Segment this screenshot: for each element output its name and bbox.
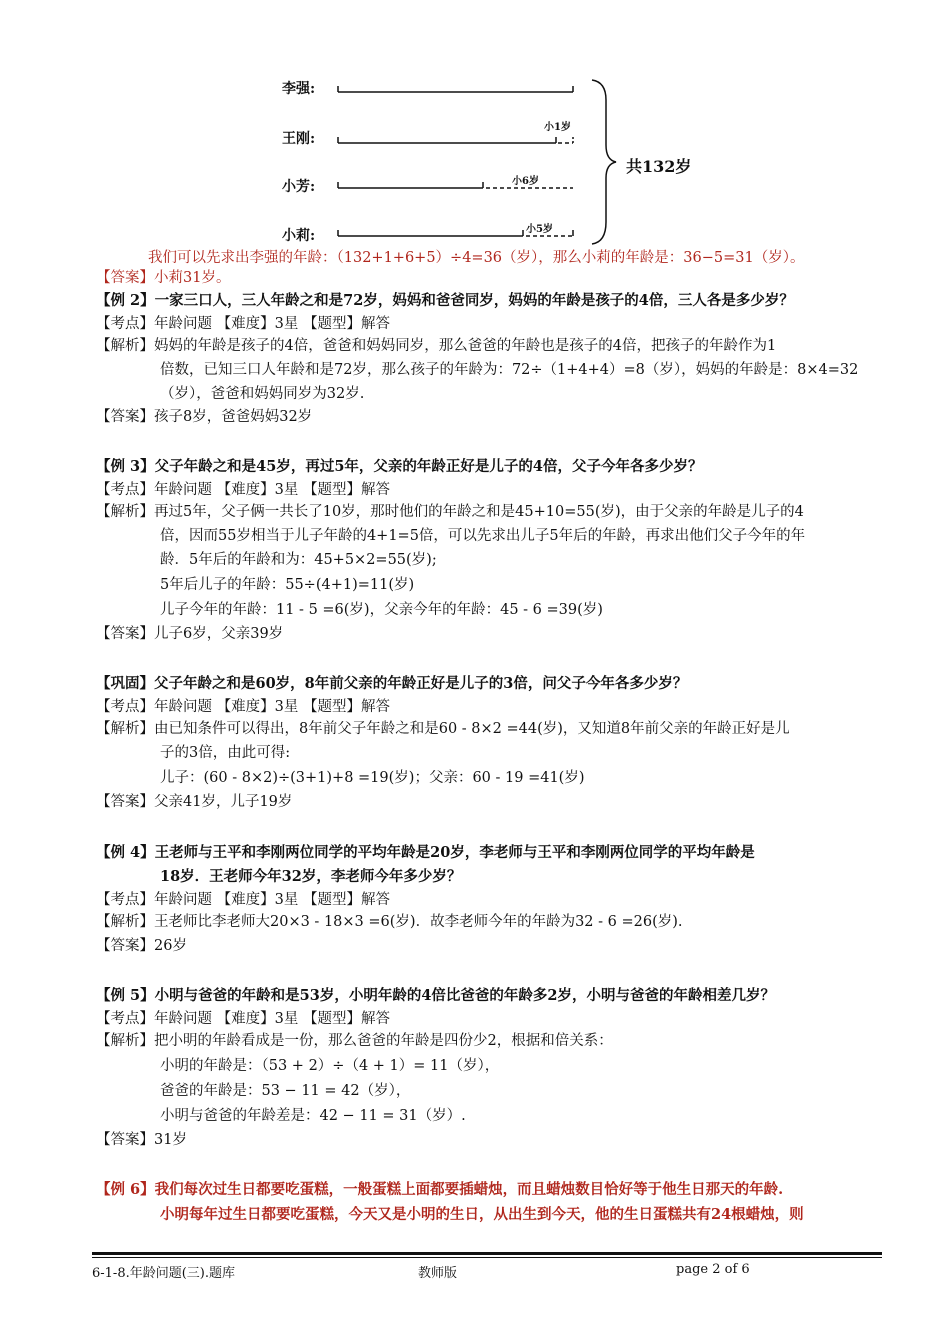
- gonggu-sol-3: 儿子：(60 - 8×2)÷(3+1)+8 =19(岁)；父亲：60 - 19 =41(岁): [160, 770, 585, 786]
- total-label: 共132岁: [626, 157, 692, 176]
- ex3-title: 【例 3】父子年龄之和是45岁，再过5年，父亲的年龄正好是儿子的4倍，父子今年各多少岁？: [96, 458, 703, 475]
- intro-solution: 我们可以先求出李强的年龄：（132+1+6+5）÷4=36（岁），那么小莉的年龄是：36−5=31（岁）。: [148, 250, 805, 266]
- ex2-answer: 【答案】孩子8岁，爸爸妈妈32岁: [96, 409, 313, 425]
- gonggu-sol-1: 【解析】由已知条件可以得出，8年前父子年龄之和是60 - 8×2 =44(岁)，又知道8年前父亲的年龄正好是儿: [96, 721, 790, 737]
- gonggu-sol-2: 子的3倍，由此可得:: [160, 745, 291, 761]
- note-6: 小6岁: [512, 176, 539, 187]
- ex4-title-1: 【例 4】王老师与王平和李刚两位同学的平均年龄是20岁，李老师与王平和李刚两位同学的平均年龄是: [96, 844, 755, 861]
- gonggu-meta: 【考点】年龄问题 【难度】3星 【题型】解答: [96, 699, 390, 715]
- intro-answer: 【答案】小莉31岁。: [96, 270, 231, 286]
- footer-rule-thin: [92, 1257, 882, 1258]
- ex5-meta: 【考点】年龄问题 【难度】3星 【题型】解答: [96, 1011, 390, 1027]
- ex5-sol-2: 小明的年龄是：（53 + 2）÷（4 + 1）= 11（岁），: [160, 1058, 500, 1074]
- ex3-sol-4: 5年后儿子的年龄：55÷(4+1)=11(岁): [160, 577, 415, 593]
- gonggu-title: 【巩固】父子年龄之和是60岁，8年前父亲的年龄正好是儿子的3倍，问父子今年各多少岁？: [96, 675, 688, 692]
- ex2-sol-1: 【解析】妈妈的年龄是孩子的4倍，爸爸和妈妈同岁，那么爸爸的年龄也是孩子的4倍，把孩子的年龄作为1: [96, 338, 777, 354]
- ex2-meta: 【考点】年龄问题 【难度】3星 【题型】解答: [96, 316, 390, 332]
- ex6-title-2: 小明每年过生日都要吃蛋糕，今天又是小明的生日，从出生到今天，他的生日蛋糕共有24根蜡烛，则: [160, 1206, 804, 1223]
- ex5-sol-4: 小明与爸爸的年龄差是：42 − 11 = 31（岁）.: [160, 1108, 466, 1124]
- ex2-sol-3: （岁），爸爸和妈妈同岁为32岁.: [160, 386, 365, 402]
- ex3-meta: 【考点】年龄问题 【难度】3星 【题型】解答: [96, 482, 390, 498]
- ex2-title: 【例 2】一家三口人，三人年龄之和是72岁，妈妈和爸爸同岁，妈妈的年龄是孩子的4倍，三人各是多少岁？: [96, 292, 794, 309]
- ex2-sol-2: 倍数，已知三口人年龄和是72岁，那么孩子的年龄为：72÷（1+4+4）=8（岁），妈妈的年龄是：8×4=32: [160, 362, 859, 378]
- label-xiaofang: 小芳:: [282, 179, 316, 195]
- ex3-sol-2: 倍，因而55岁相当于儿子年龄的4+1=5倍，可以先求出儿子5年后的年龄，再求出他们父子今年的年: [160, 528, 806, 544]
- footer-center: 教师版: [418, 1266, 458, 1281]
- ex5-sol-3: 爸爸的年龄是：53 − 11 = 42（岁），: [160, 1083, 411, 1099]
- gonggu-answer: 【答案】父亲41岁，儿子19岁: [96, 794, 293, 810]
- ex3-sol-3: 龄．5年后的年龄和为：45+5×2=55(岁);: [160, 552, 437, 568]
- ex4-sol-1: 【解析】王老师比李老师大20×3 - 18×3 =6(岁)．故李老师今年的年龄为32 - 6 =26(岁).: [96, 914, 683, 930]
- label-wanggang: 王刚:: [282, 131, 316, 147]
- ex3-sol-1: 【解析】再过5年，父子俩一共长了10岁，那时他们的年龄之和是45+10=55(岁)，由于父亲的年龄是儿子的4: [96, 504, 804, 520]
- note-1: 小1岁: [544, 122, 571, 133]
- ex6-title-1: 【例 6】我们每次过生日都要吃蛋糕，一般蛋糕上面都要插蜡烛，而且蜡烛数目恰好等于他生日那天的年龄.: [96, 1181, 784, 1198]
- ex5-answer: 【答案】31岁: [96, 1132, 187, 1148]
- age-diagram: [270, 70, 720, 250]
- note-5: 小5岁: [526, 224, 553, 235]
- ex5-sol-1: 【解析】把小明的年龄看成是一份，那么爸爸的年龄是四份少2，根据和倍关系：: [96, 1033, 613, 1049]
- ex4-answer: 【答案】26岁: [96, 938, 187, 954]
- label-liqiang: 李强:: [282, 81, 316, 97]
- ex4-title-2: 18岁．王老师今年32岁，李老师今年多少岁？: [160, 868, 462, 885]
- footer-page: page 2 of 6: [676, 1262, 750, 1277]
- ex3-sol-5: 儿子今年的年龄：11 - 5 =6(岁)，父亲今年的年龄：45 - 6 =39(岁): [160, 602, 603, 618]
- ex3-answer: 【答案】儿子6岁，父亲39岁: [96, 626, 284, 642]
- footer-rule-thick: [92, 1252, 882, 1255]
- label-xiaoli: 小莉:: [282, 228, 316, 244]
- ex5-title: 【例 5】小明与爸爸的年龄和是53岁，小明年龄的4倍比爸爸的年龄多2岁，小明与爸爸的年龄相差几岁？: [96, 987, 775, 1004]
- ex4-meta: 【考点】年龄问题 【难度】3星 【题型】解答: [96, 892, 390, 908]
- footer-left: 6-1-8.年龄问题(三).题库: [92, 1266, 236, 1281]
